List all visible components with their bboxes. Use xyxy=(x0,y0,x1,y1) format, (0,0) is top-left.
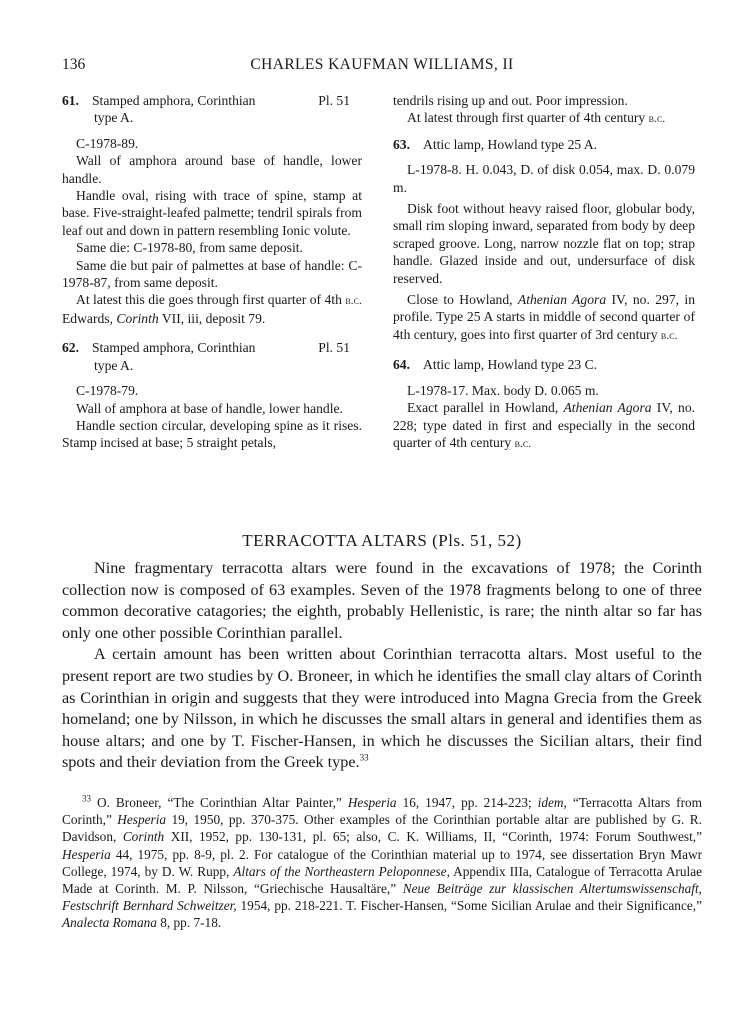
entry-paragraph: Same die: C-1978-80, from same deposit. xyxy=(76,240,303,256)
entry-paragraph: At latest through first quarter of 4th century b.c. xyxy=(407,110,666,126)
entry-paragraph: Close to Howland, Athenian Agora IV, no. 297, in profile. Type 25 A starts in middle of second quarter of 4th century, goes into first quarter of 3rd century b.c. xyxy=(393,292,695,342)
entry-paragraph: Wall of amphora around base of handle, lower handle. xyxy=(62,153,362,186)
section-body xyxy=(62,558,702,774)
entry-paragraph: Wall of amphora at base of handle, lower handle. xyxy=(76,400,343,416)
catalogue-entry-62 xyxy=(62,339,362,451)
entry-subtitle: type A. xyxy=(94,357,134,373)
entry-subtitle: type A. xyxy=(94,110,134,126)
footnote-33 xyxy=(62,794,702,932)
entry-heading xyxy=(62,92,362,109)
inventory-number: C-1978-79. xyxy=(76,383,139,399)
entry-paragraph-continued: tendrils rising up and out. Poor impression. xyxy=(393,93,628,108)
entry-heading xyxy=(393,136,695,153)
entry-paragraph: Handle oval, rising with trace of spine, stamp at base. Five-straight-leafed palmette; tendril spirals from leaf out and down in pattern resembling Ionic volute. xyxy=(62,188,362,238)
entry-paragraph: At latest this die goes through first quarter of 4th b.c. Edwards, Corinth VII, iii, deposit 79. xyxy=(62,292,362,326)
entry-heading xyxy=(393,356,695,373)
entry-title: Stamped amphora, Corinthian xyxy=(92,93,256,108)
page-header xyxy=(62,56,702,80)
inventory-number: L-1978-8. H. 0.043, D. of disk 0.054, max. D. 0.079 m. xyxy=(393,162,695,195)
catalogue-entry-64 xyxy=(393,356,695,452)
entry-title: Stamped amphora, Corinthian xyxy=(92,340,256,356)
era-abbreviation: b.c. xyxy=(345,293,362,308)
plate-reference: Pl. 51 xyxy=(318,340,350,356)
entry-number: 63. xyxy=(393,136,410,152)
era-abbreviation: b.c. xyxy=(514,435,532,450)
entry-title: Attic lamp, Howland type 23 C. xyxy=(423,357,598,373)
body-paragraph: A certain amount has been written about Corinthian terracotta altars. Most useful to the present report are two studies by O. Broneer, in which he identifies the small clay altars of Corinth as Corinthian in origin and suggests that they were introduced into Magna Grecia from the Greek homeland; one by Nilsson, in which he discusses the small altars in general and identifies them as house altars; and one by T. Fischer-Hansen, in which he discusses the Sicilian altars, their find spots and their deviation from the Greek type.$^{33}$ xyxy=(62,645,702,772)
entry-title: Attic lamp, Howland type 25 A. xyxy=(423,136,598,152)
entry-number: 64. xyxy=(393,357,410,373)
page-number: 136 xyxy=(62,56,86,73)
entry-paragraph: Same die but pair of palmettes at base of handle: C-1978-87, from same deposit. xyxy=(62,257,362,291)
publication-title: Athenian Agora xyxy=(563,400,652,416)
running-head: CHARLES KAUFMAN WILLIAMS, II xyxy=(250,56,514,73)
catalogue-entry-61 xyxy=(62,92,362,327)
footnote-text: $^{33}$ O. Broneer, “The Corinthian Altar Painter,” Hesperia 16, 1947, pp. 214-223; idem, “Terracotta Altars from Corinth,” Hesperia 19, 1950, pp. 370-375. Other examples of the Corinthian portable altar are published by G. R. Davidson, Corinth XII, 1952, pp. 130-131, pl. 65; also, C. K. Williams, II, “Corinth, 1974: Forum Southwest,” Hesperia 44, 1975, pp. 8-9, pl. 2. For catalogue of the Corinthian material up to 1974, see dissertation Bryn Mawr College, 1974, by D. W. Rupp, Altars of the Northeastern Peloponnese, Appendix IIIa, Catalogue of Terracotta Arulae Made at Corinth. M. P. Nilsson, “Griechische Hausaltäre,” Neue Beiträge zur klassischen Altertumswissenschaft, Festschrift Bernhard Schweitzer, 1954, pp. 218-221. T. Fischer-Hansen, “Some Sicilian Arulae and their Significance,” Analecta Romana 8, pp. 7-18. xyxy=(62,793,703,931)
era-abbreviation: b.c. xyxy=(660,327,678,342)
entry-number: 61. xyxy=(62,93,79,108)
inventory-number: L-1978-17. Max. body D. 0.065 m. xyxy=(407,382,599,398)
entry-paragraph: Handle section circular, developing spine as it rises. Stamp incised at base; 5 straight petals, xyxy=(62,417,362,451)
publication-title: Athenian Agora xyxy=(517,292,607,308)
body-paragraph: Nine fragmentary terracotta altars were found in the excavations of 1978; the Corinth collection now is composed of 63 examples. Seven of the 1978 fragments belong to one of three common decorative catagories; the eighth, probably Hellenistic, is rare; the ninth altar so far has only one other possible Corinthian parallel. xyxy=(62,559,702,642)
section-title: TERRACOTTA ALTARS (Pls. 51, 52) xyxy=(242,531,522,550)
catalogue-left-column xyxy=(62,92,362,456)
footnote-reference: 33 xyxy=(359,752,369,763)
entry-paragraph: Disk foot without heavy raised floor, globular body, small rim sloping inward, separated from body by deep scraped groove. Long, narrow nozzle flat on top; strap handle. Glazed inside and out, undersurface of disk reserved. xyxy=(393,201,695,286)
entry-heading xyxy=(62,339,362,356)
plate-reference: Pl. 51 xyxy=(318,93,350,108)
catalogue-entry-63 xyxy=(393,136,695,344)
era-abbreviation: b.c. xyxy=(648,111,666,126)
footnote-number: 33 xyxy=(82,793,91,804)
catalogue-right-column xyxy=(393,92,695,456)
entry-paragraph: Exact parallel in Howland, Athenian Agora IV, no. 228; type dated in first and especially in the second quarter of 4th century b.c. xyxy=(393,400,696,450)
inventory-number: C-1978-89. xyxy=(76,135,139,151)
publication-title: Corinth xyxy=(116,310,159,326)
entry-number: 62. xyxy=(62,340,79,356)
